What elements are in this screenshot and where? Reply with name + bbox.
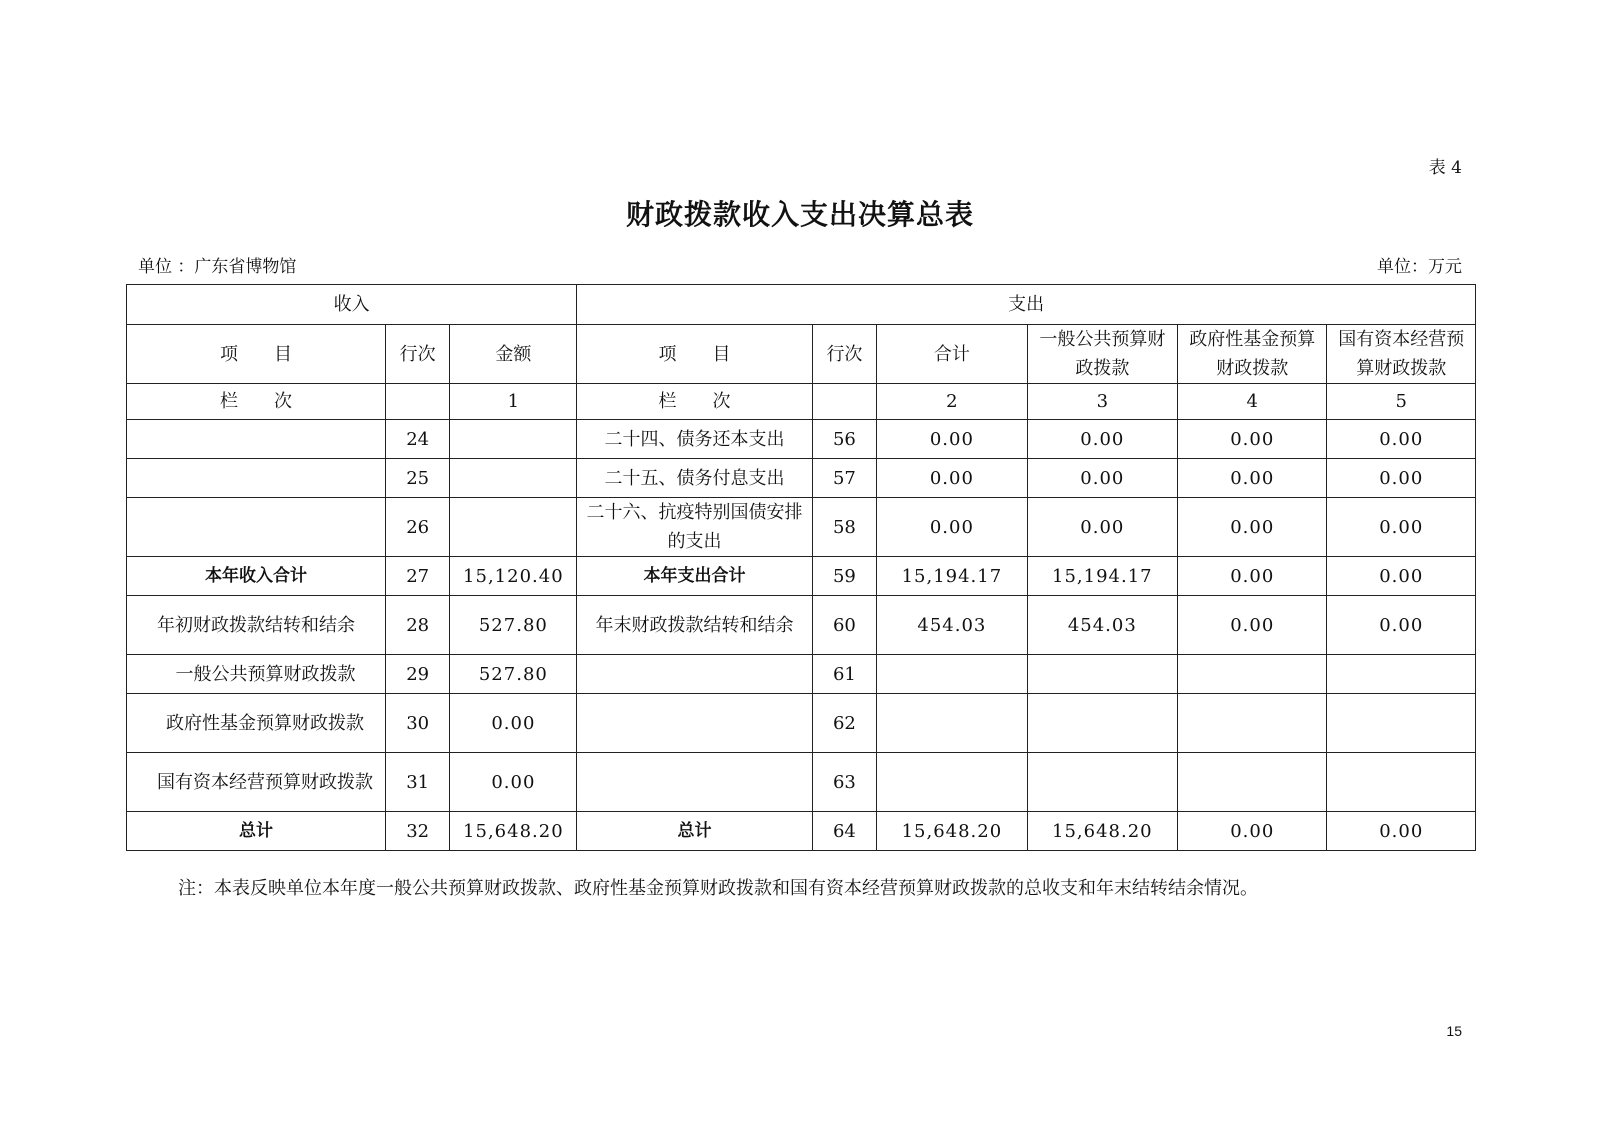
state-capital-amount: 0.00 — [1327, 459, 1476, 498]
general-budget-amount: 15,194.17 — [1027, 557, 1177, 596]
state-capital-amount — [1327, 753, 1476, 812]
expense-row-no: 59 — [812, 557, 876, 596]
income-item — [127, 459, 386, 498]
income-item — [127, 420, 386, 459]
income-item: 年初财政拨款结转和结余 — [127, 596, 386, 655]
column-number-cell: 5 — [1327, 384, 1476, 420]
general-budget-amount: 0.00 — [1027, 459, 1177, 498]
expense-item: 二十四、债务还本支出 — [577, 420, 812, 459]
table-number-label: 表 4 — [1428, 158, 1462, 178]
total-amount — [877, 753, 1027, 812]
section-header-row — [127, 285, 1476, 325]
total-amount: 15,648.20 — [877, 812, 1027, 851]
income-amount: 0.00 — [450, 753, 577, 812]
general-budget-amount: 15,648.20 — [1027, 812, 1177, 851]
table-row — [127, 557, 1476, 596]
column-number-cell: 2 — [877, 384, 1027, 420]
general-budget-amount: 0.00 — [1027, 498, 1177, 557]
gov-fund-amount — [1178, 694, 1327, 753]
table-row — [127, 655, 1476, 694]
general-budget-amount — [1027, 655, 1177, 694]
income-row-no: 25 — [385, 459, 449, 498]
table-row — [127, 694, 1476, 753]
table-row — [127, 753, 1476, 812]
income-amount — [450, 420, 577, 459]
column-number-cell: 1 — [450, 384, 577, 420]
income-item-header: 项 目 — [127, 325, 386, 384]
income-amount: 15,648.20 — [450, 812, 577, 851]
income-amount — [450, 498, 577, 557]
column-number-row — [127, 384, 1476, 420]
income-amount: 0.00 — [450, 694, 577, 753]
state-capital-amount: 0.00 — [1327, 420, 1476, 459]
income-amount — [450, 459, 577, 498]
income-row-no: 27 — [385, 557, 449, 596]
table-row — [127, 812, 1476, 851]
expense-item: 本年支出合计 — [577, 557, 812, 596]
gov-fund-amount: 0.00 — [1178, 557, 1327, 596]
income-item: 政府性基金预算财政拨款 — [127, 694, 386, 753]
expense-row-no: 57 — [812, 459, 876, 498]
gov-fund-amount — [1178, 753, 1327, 812]
table-row — [127, 420, 1476, 459]
general-budget-header: 一般公共预算财政拨款 — [1027, 325, 1177, 384]
general-budget-amount — [1027, 694, 1177, 753]
income-section-header: 收入 — [127, 285, 577, 325]
income-item: 国有资本经营预算财政拨款 — [127, 753, 386, 812]
expense-section-header: 支出 — [577, 285, 1476, 325]
general-budget-amount: 454.03 — [1027, 596, 1177, 655]
column-number-cell: 4 — [1178, 384, 1327, 420]
state-capital-amount: 0.00 — [1327, 557, 1476, 596]
expense-item — [577, 753, 812, 812]
state-capital-header: 国有资本经营预算财政拨款 — [1327, 325, 1476, 384]
expense-item-header: 项 目 — [577, 325, 812, 384]
total-amount: 0.00 — [877, 498, 1027, 557]
income-amount: 527.80 — [450, 596, 577, 655]
expense-item: 二十六、抗疫特别国债安排的支出 — [577, 498, 812, 557]
column-number-cell — [812, 384, 876, 420]
unit-organization: 单位 ：广东省博物馆 — [138, 257, 297, 277]
income-row-no: 31 — [385, 753, 449, 812]
page-number: 15 — [1446, 1023, 1462, 1039]
income-amount: 527.80 — [450, 655, 577, 694]
expense-item: 总计 — [577, 812, 812, 851]
expense-item — [577, 694, 812, 753]
total-amount — [877, 655, 1027, 694]
total-amount: 0.00 — [877, 420, 1027, 459]
total-amount: 15,194.17 — [877, 557, 1027, 596]
income-row-no: 32 — [385, 812, 449, 851]
budget-summary-table — [126, 284, 1476, 851]
gov-fund-amount — [1178, 655, 1327, 694]
gov-fund-amount: 0.00 — [1178, 420, 1327, 459]
income-row-no-header: 行次 — [385, 325, 449, 384]
state-capital-amount — [1327, 694, 1476, 753]
expense-item — [577, 655, 812, 694]
income-row-no: 30 — [385, 694, 449, 753]
total-amount — [877, 694, 1027, 753]
expense-row-no: 60 — [812, 596, 876, 655]
income-amount: 15,120.40 — [450, 557, 577, 596]
expense-row-no: 62 — [812, 694, 876, 753]
expense-row-no: 56 — [812, 420, 876, 459]
expense-item: 二十五、债务付息支出 — [577, 459, 812, 498]
income-row-no: 29 — [385, 655, 449, 694]
page-title: 财政拨款收入支出决算总表 — [625, 198, 974, 231]
column-number-cell: 3 — [1027, 384, 1177, 420]
column-number-label: 栏 次 — [127, 384, 386, 420]
income-item — [127, 498, 386, 557]
income-row-no: 24 — [385, 420, 449, 459]
unit-currency: 单位：万元 — [1377, 257, 1462, 277]
table-row — [127, 596, 1476, 655]
gov-fund-amount: 0.00 — [1178, 812, 1327, 851]
income-amount-header: 金额 — [450, 325, 577, 384]
total-amount: 0.00 — [877, 459, 1027, 498]
state-capital-amount — [1327, 655, 1476, 694]
table-row — [127, 459, 1476, 498]
income-row-no: 26 — [385, 498, 449, 557]
state-capital-amount: 0.00 — [1327, 596, 1476, 655]
footnote: 注：本表反映单位本年度一般公共预算财政拨款、政府性基金预算财政拨款和国有资本经营预算财政拨款的总收支和年末结转结余情况。 — [178, 878, 1258, 899]
column-header-row — [127, 325, 1476, 384]
state-capital-amount: 0.00 — [1327, 812, 1476, 851]
expense-row-no: 61 — [812, 655, 876, 694]
general-budget-amount — [1027, 753, 1177, 812]
income-item: 一般公共预算财政拨款 — [127, 655, 386, 694]
gov-fund-amount: 0.00 — [1178, 459, 1327, 498]
state-capital-amount: 0.00 — [1327, 498, 1476, 557]
expense-row-no-header: 行次 — [812, 325, 876, 384]
gov-fund-amount: 0.00 — [1178, 596, 1327, 655]
total-header: 合计 — [877, 325, 1027, 384]
expense-row-no: 64 — [812, 812, 876, 851]
gov-fund-header: 政府性基金预算财政拨款 — [1178, 325, 1327, 384]
table-row — [127, 498, 1476, 557]
income-item: 本年收入合计 — [127, 557, 386, 596]
expense-row-no: 58 — [812, 498, 876, 557]
income-item: 总计 — [127, 812, 386, 851]
column-number-label: 栏 次 — [577, 384, 812, 420]
expense-row-no: 63 — [812, 753, 876, 812]
general-budget-amount: 0.00 — [1027, 420, 1177, 459]
total-amount: 454.03 — [877, 596, 1027, 655]
expense-item: 年末财政拨款结转和结余 — [577, 596, 812, 655]
income-row-no: 28 — [385, 596, 449, 655]
column-number-cell — [385, 384, 449, 420]
gov-fund-amount: 0.00 — [1178, 498, 1327, 557]
